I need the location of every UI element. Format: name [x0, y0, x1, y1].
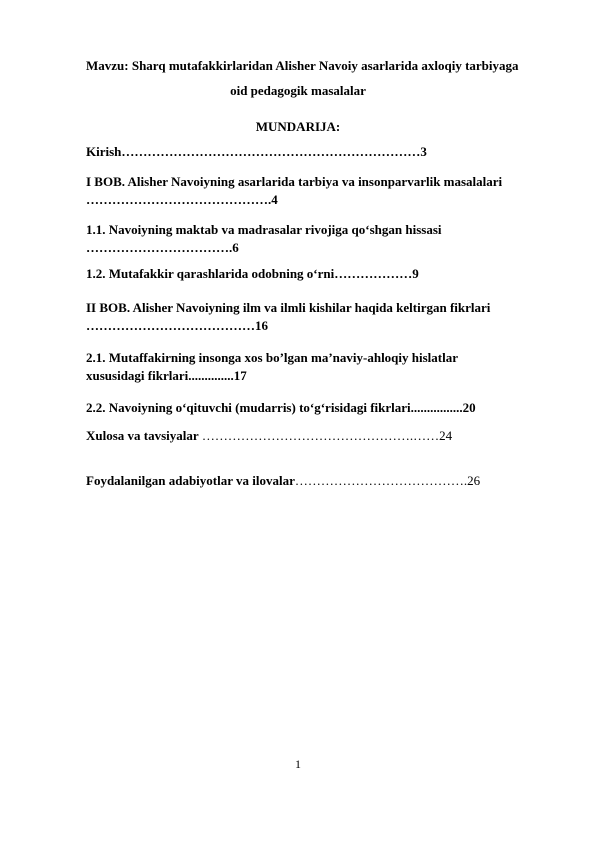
toc-entry-bob1-page: …………………………………….4: [86, 192, 278, 207]
document-title-line-1: Mavzu: Sharq mutafakkirlaridan Alisher Navoiy asarlarida axloqiy tarbiyaga: [86, 58, 519, 73]
toc-entry-foydalanilgan: [86, 472, 480, 490]
toc-entry-2-1-page: xususidagi fikrlari..............17: [86, 368, 247, 383]
contents-heading: MUNDARIJA:: [255, 119, 341, 134]
toc-entry-bob1-title: I BOB. Alisher Navoiyning asarlarida tarbiya va insonparvarlik masalalari: [86, 174, 503, 189]
toc-entry-xulosa: [86, 427, 452, 445]
toc-entry-xulosa-label: Xulosa va tavsiyalar: [86, 428, 199, 443]
toc-entry-1-1-page: …………………………….6: [86, 240, 239, 255]
page-number: 1: [295, 757, 301, 771]
toc-entry-bob2-page: …………………………………16: [86, 318, 268, 333]
toc-entry-foydalanilgan-dots: ………………………………….26: [294, 473, 481, 488]
toc-entry-bob2-title: II BOB. Alisher Navoiyning ilm va ilmli kishilar haqida keltirgan fikrlari: [86, 300, 491, 315]
toc-entry-xulosa-dots: ………………………………………….……24: [198, 428, 453, 443]
toc-entry-2-2: 2.2. Navoiyning o‘qituvchi (mudarris) to‘g‘risidagi fikrlari................20: [86, 400, 476, 415]
toc-entry-1-2: 1.2. Mutafakkir qarashlarida odobning o‘rni………………9: [86, 266, 419, 281]
toc-entry-kirish: Kirish……………………………………………………………3: [86, 144, 427, 159]
toc-entry-foydalanilgan-label: Foydalanilgan adabiyotlar va ilovalar: [86, 473, 295, 488]
toc-entry-2-1-title: 2.1. Mutaffakirning insonga xos bo’lgan ma’naviy-ahloqiy hislatlar: [86, 350, 458, 365]
toc-entry-1-1-title: 1.1. Navoiyning maktab va madrasalar rivojiga qo‘shgan hissasi: [86, 222, 442, 237]
document-title-line-2: oid pedagogik masalalar: [230, 83, 366, 98]
